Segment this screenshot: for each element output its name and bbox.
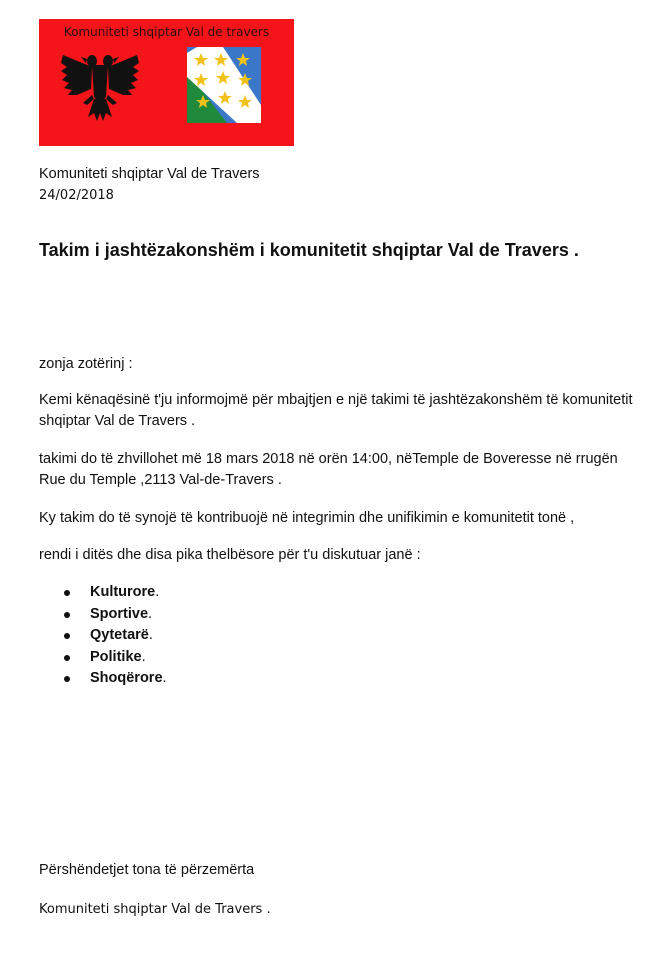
agenda-item-label: Kulturore [90, 584, 156, 600]
bullet-icon [64, 655, 70, 661]
bullet-icon [64, 612, 70, 618]
logo-banner [39, 19, 294, 146]
salutation: zonja zotërinj : [39, 356, 133, 372]
paragraph-agenda-intro: rendi i ditës dhe disa pika thelbësore për t'u diskutuar janë : [39, 547, 421, 563]
bullet-icon [64, 676, 70, 682]
list-item: Sportive. [60, 604, 167, 626]
bullet-icon [64, 590, 70, 596]
document-date: 24/02/2018 [39, 188, 114, 203]
list-item: Qytetarë. [60, 625, 167, 647]
banner-title: Komuniteti shqiptar Val de travers [63, 25, 270, 39]
agenda-list [60, 582, 167, 690]
list-item: Politike. [60, 647, 167, 669]
paragraph-invitation: Kemi kënaqësinë t'ju informojmë për mbajtjen e një takimi të jashtëzakonshëm të komunitetit shqiptar Val de Travers . [39, 392, 633, 429]
bullet-icon [64, 633, 70, 639]
agenda-item-label: Shoqërore [90, 670, 163, 686]
list-item: Shoqërore. [60, 668, 167, 690]
canton-coat-of-arms-icon [187, 47, 261, 123]
agenda-item-label: Politike [90, 648, 142, 665]
agenda-item-label: Sportive [90, 605, 149, 622]
paragraph-date-location: takimi do të zhvillohet më 18 mars 2018 në orën 14:00, nëTemple de Boveresse në rrugën Rue du Temple ,2113 Val-de-Travers . [39, 451, 618, 488]
organization-name: Komuniteti shqiptar Val de Travers [39, 166, 260, 182]
document-title: Takim i jashtëzakonshëm i komunitetit shqiptar Val de Travers . [39, 240, 579, 260]
eagle-icon [59, 45, 141, 127]
agenda-item-label: Qytetarë [90, 627, 149, 643]
signature: Komuniteti shqiptar Val de Travers . [39, 902, 271, 917]
closing-greeting: Përshëndetjet tona të përzemërta [39, 862, 255, 878]
paragraph-purpose: Ky takim do të synojë të kontribuojë në integrimin dhe unifikimin e komunitetit tonë , [39, 510, 575, 526]
list-item: Kulturore. [60, 582, 167, 604]
